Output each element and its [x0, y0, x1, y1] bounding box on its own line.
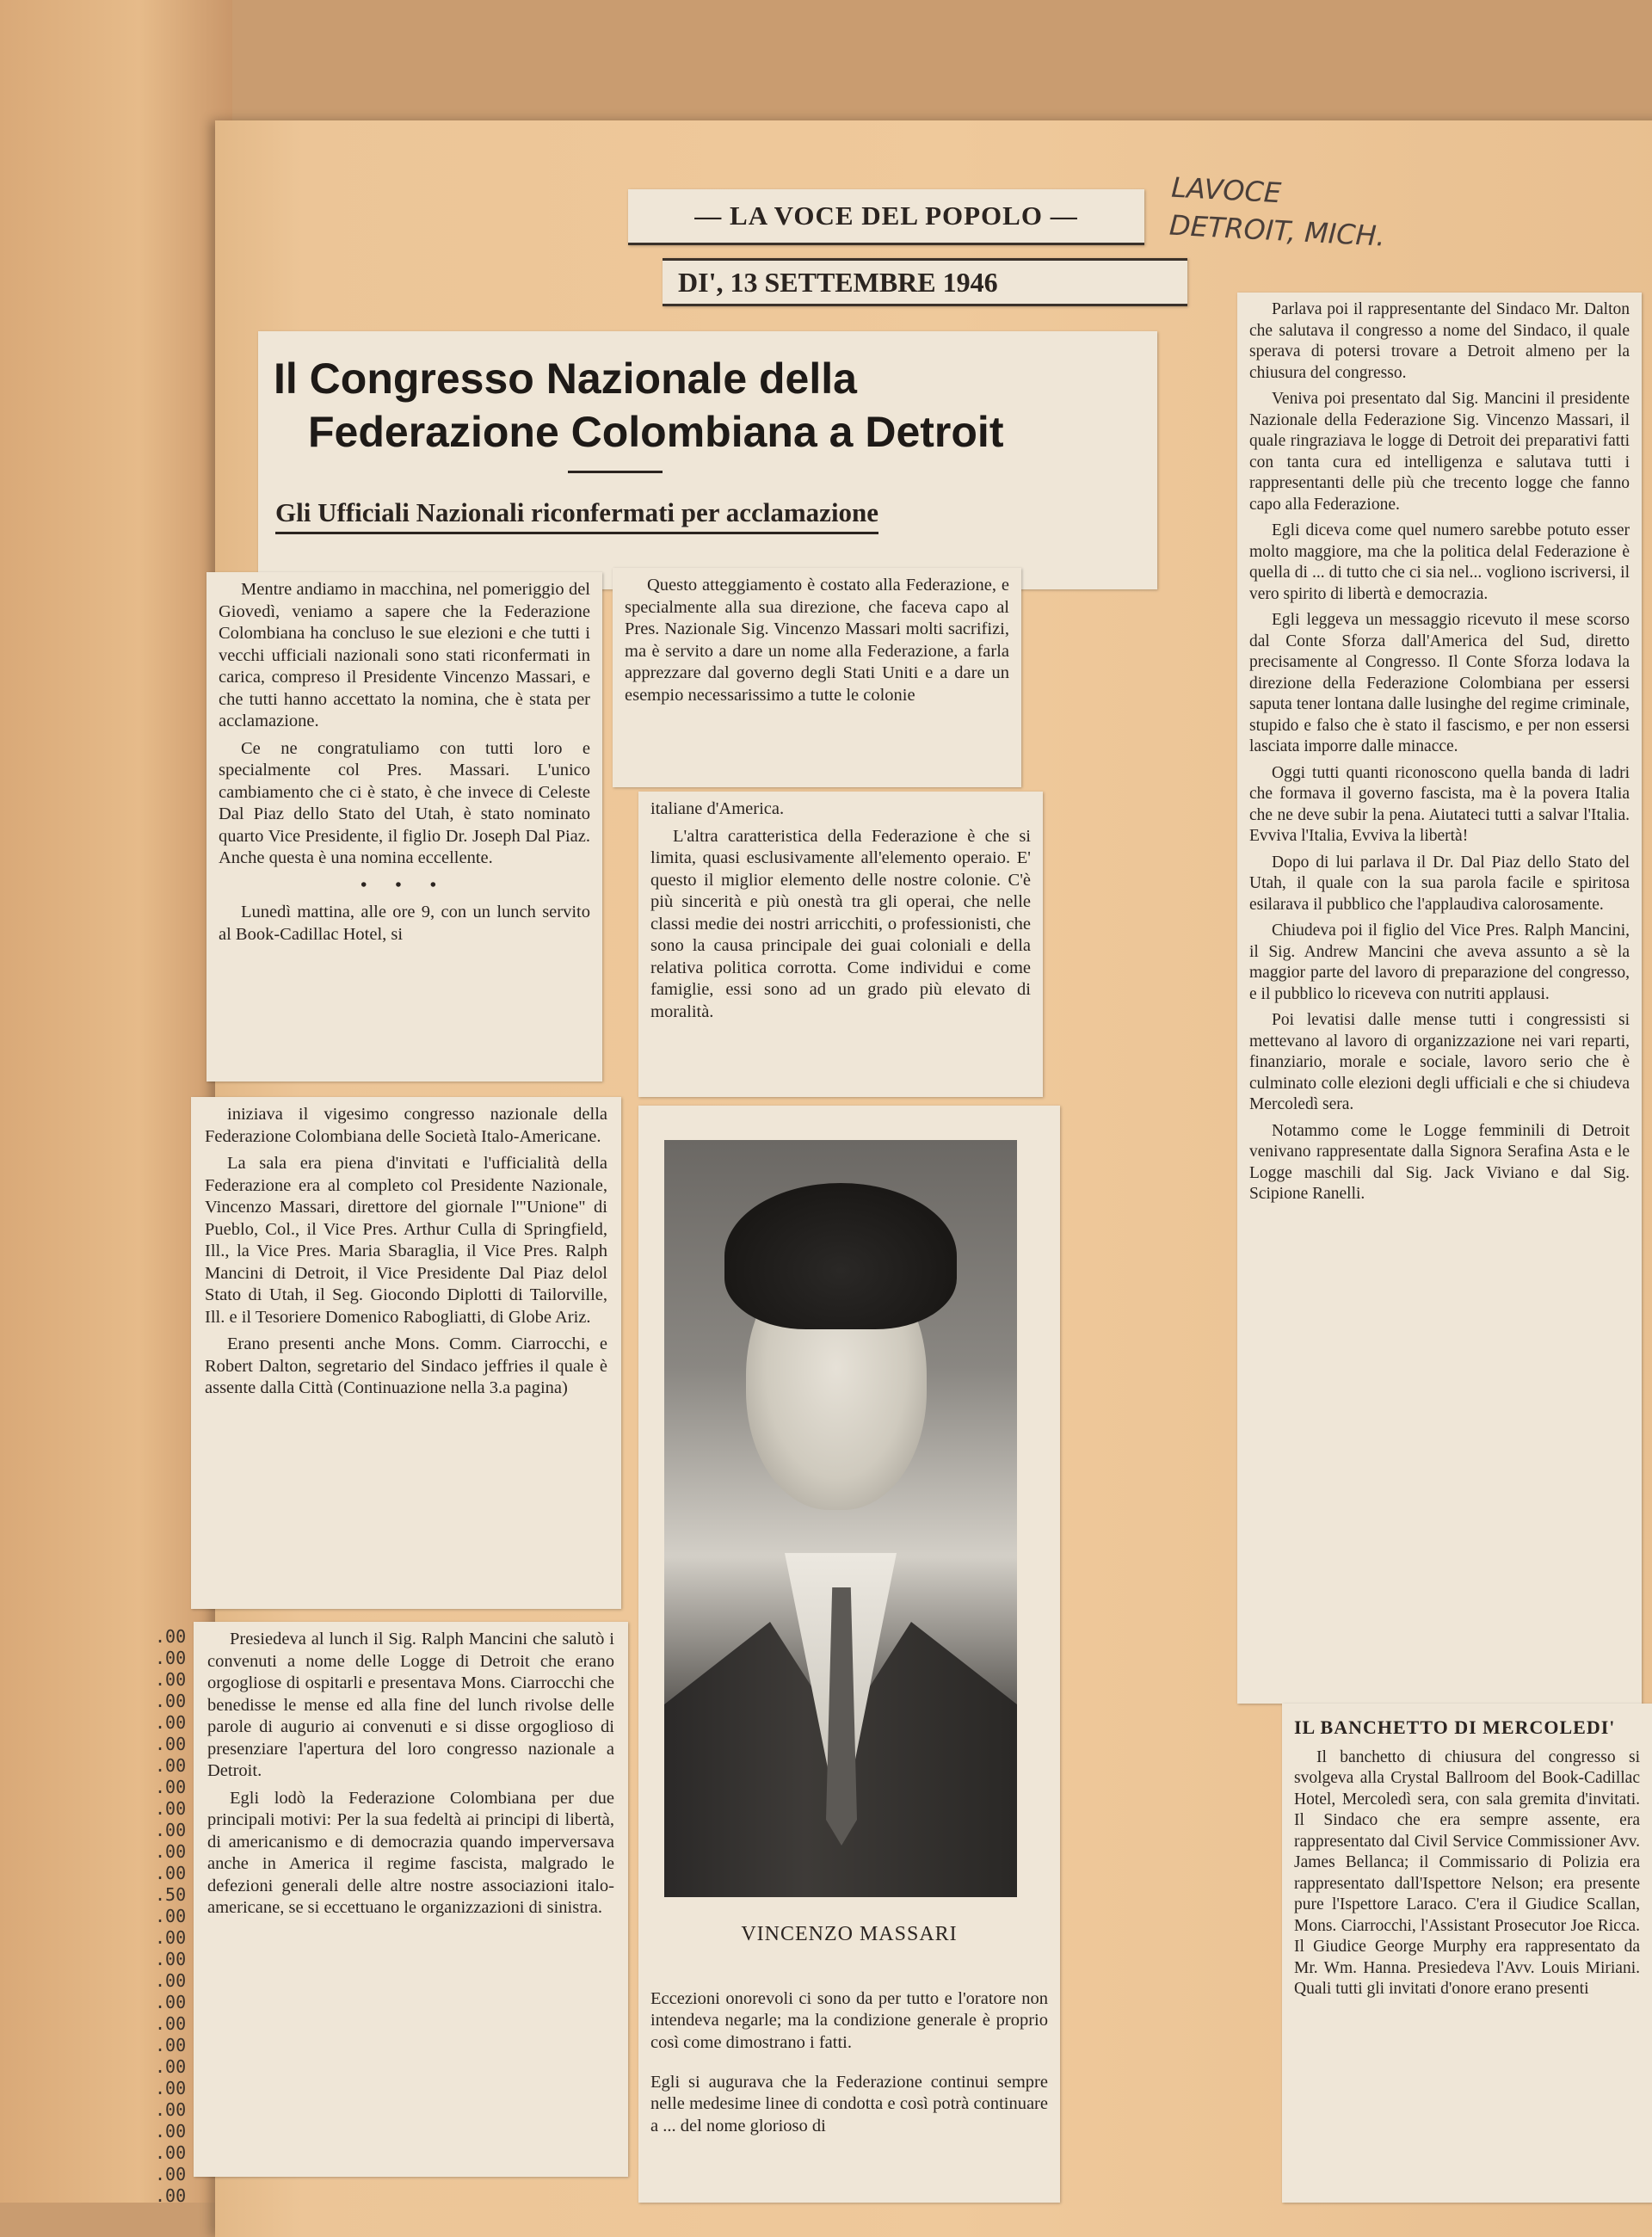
article-col3-bottom	[1282, 1704, 1652, 2203]
portrait-photo	[664, 1140, 1017, 1897]
paragraph: Chiudeva poi il figlio del Vice Pres. Ralph Mancini, il Sig. Andrew Mancini che aveva assunto a sè la maggior parte del lavoro di preparazione del congresso, e il pubblico lo riceveva con nutriti applausi.	[1249, 921, 1630, 1003]
ledger-number: .00	[155, 2035, 187, 2055]
paragraph: Ce ne congratuliamo con tutti loro e specialmente col Pres. Massari. L'unico cambiamento che ci è stato, è che invece di Celeste Dal Piaz dello Stato del Utah, è stato nominato quarto Vice Presidente, il figlio Dr. Joseph Dal Piaz. Anche questa è una nomina eccellente.	[219, 738, 590, 867]
paragraph: Il banchetto di chiusura del congresso si svolgeva alla Crystal Ballroom del Book-Cadillac Hotel, Mercoledì sera, con sala gremita d'invitati. Il Sindaco che era sempre assente, era rappresentato dal Civil Service Commissioner Avv. James Bellanca; il Commissario di Polizia era rappresentato dall'Ispettore Nelson; era presente pure l'Ispettore Laraco. C'era il Giudice Scallan, Mons. Ciarrocchi, l'Assistant Prosecutor Joe Ricca. Il Giudice George Murphy era rappresentato da Mr. Wm. Hanna. Presiedeva l'Avv. Louis Miriani. Quali tutti gli invitati d'onore erano presenti	[1294, 1747, 1640, 1998]
ledger-number: .00	[155, 1777, 187, 1797]
ledger-number: .00	[155, 1691, 187, 1711]
ledger-number: .00	[155, 2056, 187, 2077]
paragraph: Egli leggeva un messaggio ricevuto il mese scorso dal Conte Sforza dall'America del Sud, diretto precisamente al Congresso. Il Conte Sforza lodava la direzione della Federazione Colombiana per essersi saputa tener lontana dalle lusinghe del regime criminale, stupido e falso che è stato il fascismo, e per non essersi lasciata imporre dalle minacce.	[1249, 611, 1630, 755]
paragraph: iniziava il vigesimo congresso nazionale della Federazione Colombiana delle Società Italo-Americane.	[205, 1105, 607, 1146]
ledger-number: .00	[155, 1734, 187, 1754]
headline-subtitle: Gli Ufficiali Nazionali riconfermati per acclamazione	[275, 497, 878, 534]
ledger-number: .50	[155, 1884, 187, 1905]
ledger-number: .00	[155, 2164, 187, 2185]
paragraph: italiane d'America.	[650, 799, 785, 818]
paragraph: Presiedeva al lunch il Sig. Ralph Mancini che salutò i convenuti a nome delle Logge di Detroit che erano orgogliose di ospitarli e presentava Mons. Ciarrocchi che benedisse le mense ed alla fine del lunch rivolse delle parole di augurio ai convenuti e si disse orgoglioso di presenziare l'apertura del loro congresso nazionale a Detroit.	[207, 1630, 614, 1780]
article-col3	[1237, 293, 1642, 1704]
paragraph: Egli lodò la Federazione Colombiana per due principali motivi: Per la sua fedeltà ai principi di libertà, di americanismo e di democrazia quando imperversava anche in America il regime fascista, malgrado le defezioni generali delle altre nostre associazioni italo-americane, se si eccettuano le organizzazioni di sinistra.	[207, 1788, 614, 1917]
ledger-numbers	[155, 1626, 191, 2207]
headline-title	[274, 352, 1157, 459]
headline-clipping	[258, 331, 1157, 589]
ledger-number: .00	[155, 2078, 187, 2098]
headline-line-1: Il Congresso Nazionale della	[274, 354, 857, 403]
ledger-number: .00	[155, 1949, 187, 1969]
photo-caption: VINCENZO MASSARI	[741, 1923, 958, 1945]
paragraph: Dopo di lui parlava il Dr. Dal Piaz dello Stato del Utah, il quale con la sua parola facile e spiritosa esilarava il pubblico che l'applaudiva calorosamente.	[1249, 853, 1630, 914]
article-col1-top	[206, 572, 602, 1082]
portrait-hair	[724, 1183, 957, 1329]
newspaper-masthead: — LA VOCE DEL POPOLO —	[628, 189, 1144, 245]
article-col2-mid	[638, 792, 1043, 1097]
paragraph: Egli diceva come quel numero sarebbe potuto esser molto maggiore, ma che la politica delal Federazione è quella di ... di tutto che ci sia nel... vogliono iscriversi, il vero spirito di libertà e democrazia.	[1249, 521, 1630, 603]
paragraph: Notammo come le Logge femminili di Detroit venivano rappresentate dalla Signora Serafina Asta e le Logge maschili dal Sig. Jack Viviano e dal Sig. Scipione Ranelli.	[1249, 1121, 1630, 1203]
dateline: DI', 13 SETTEMBRE 1946	[663, 258, 1187, 306]
ledger-number: .00	[155, 2142, 187, 2163]
article-col1-mid	[191, 1097, 621, 1609]
ledger-number: .00	[155, 2185, 187, 2206]
headline-rule	[568, 471, 663, 473]
paragraph: Questo atteggiamento è costato alla Federazione, e specialmente alla sua direzione, che faceva capo al Pres. Nazionale Sig. Vincenzo Massari molti sacrifizi, ma è servito a dare un nome alla Federazione, a farla apprezzare dal governo degli Stati Uniti e a dare un esempio necessarissimo a tutte le colonie	[625, 576, 1009, 705]
ledger-number: .00	[155, 1820, 187, 1840]
handwritten-line: DETROIT, MICH.	[1168, 208, 1386, 253]
ledger-number: .00	[155, 2013, 187, 2034]
ledger-number: .00	[155, 2099, 187, 2120]
paragraph: La sala era piena d'invitati e l'ufficialità della Federazione era al completo col Presidente Nazionale, Vincenzo Massari, direttore del giornale l'"Unione" di Pueblo, Col., il Vice Pres. Arthur Culla di Springfield, Ill., la Vice Pres. Maria Sbaraglia, il Vice Pres. Ralph Mancini di Detroit, il Vice Presidente Dal Piaz delol Stato di Utah, il Seg. Giocondo Diplotti di Tailorville, Ill. e il Tesoriere Domenico Rabogliatti, di Globe Ariz.	[205, 1154, 607, 1327]
section-heading: IL BANCHETTO DI MERCOLEDI'	[1294, 1716, 1616, 1738]
ledger-number: .00	[155, 1927, 187, 1948]
ledger-number: .00	[155, 1648, 187, 1668]
paragraph: Veniva poi presentato dal Sig. Mancini il presidente Nazionale della Federazione Sig. Vincenzo Massari, il quale ringraziava le logge di Detroit dei preparativi fatti con tanta cura ed intelligenza e salutava tutti i rappresentanti delle più che trecento logge che fanno capo alla Federazione.	[1249, 390, 1630, 514]
ledger-number: .00	[155, 1669, 187, 1690]
paragraph: Oggi tutti quanti riconoscono quella banda di ladri che formava il governo fascista, ma è la povera Italia che ne deve subir la pena. Aiutateci tutti a salvar l'Italia. Evviva l'Italia, Evviva la libertà!	[1249, 763, 1630, 845]
ledger-number: .00	[155, 1906, 187, 1926]
paragraph: Parlava poi il rappresentante del Sindaco Mr. Dalton che salutava il congresso a nome del Sindaco, il quale sperava di potersi trovare a Detroit almeno per la chiusura del congresso.	[1249, 300, 1630, 382]
article-col1-bottom	[194, 1622, 628, 2177]
ledger-number: .00	[155, 1841, 187, 1862]
headline-line-2: Federazione Colombiana a Detroit	[308, 408, 1004, 456]
ledger-number: .00	[155, 1798, 187, 1819]
ledger-number: .00	[155, 1755, 187, 1776]
ledger-number: .00	[155, 2121, 187, 2141]
handwritten-line: LAVOCE	[1170, 170, 1282, 210]
separator-stars: • • •	[361, 875, 448, 895]
paragraph: Eccezioni onorevoli ci sono da per tutto e l'oratore non intendeva negarle; ma la condizione generale è proprio così come dimostrano i fatti.	[650, 1988, 1048, 2052]
handwritten-note	[1168, 169, 1482, 261]
paragraph: Mentre andiamo in macchina, nel pomeriggio del Giovedì, veniamo a sapere che la Federazione Colombiana ha concluso le sue elezioni e che tutti i vecchi ufficiali nazionali sono stati riconfermati in carica, compreso il Presidente Vincenzo Massari, e che tutti hanno accettato la nomina, che è stata per acclamazione.	[219, 580, 590, 730]
paragraph: Poi levatisi dalle mense tutti i congressisti si mettevano al lavoro di organizzazione nei vari reparti, finanziario, morale e sociale, lavoro serio che è culminato colle elezioni degli ufficiali e che si chiudeva Mercoledì sera.	[1249, 1011, 1630, 1113]
paragraph: Egli si augurava che la Federazione continui sempre nelle medesime linee di condotta e così potrà continuare a ... del nome glorioso di	[650, 2072, 1048, 2135]
ledger-number: .00	[155, 1626, 187, 1647]
ledger-number: .00	[155, 1863, 187, 1883]
paragraph: Lunedì mattina, alle ore 9, con un lunch servito al Book-Cadillac Hotel, si	[219, 903, 590, 944]
paragraph: L'altra caratteristica della Federazione è che si limita, quasi esclusivamente all'elemento operaio. E' questo il miglior elemento delle nostre colonie. C'è più sincerità e più onestà tra gli operai, che nelle classi medie dei nostri arricchiti, o professionisti, che sono la causa principale dei guai coloniali e della relativa politica corrotta. Come individui e come famiglie, essi sono ad un grado più elevato di moralità.	[650, 826, 1031, 1021]
article-col2-bottom	[638, 1970, 1060, 2155]
ledger-number: .00	[155, 1970, 187, 1991]
paragraph: Erano presenti anche Mons. Comm. Ciarrocchi, e Robert Dalton, segretario del Sindaco jeffries il quale è assente dalla Città (Continuazione nella 3.a pagina)	[205, 1334, 607, 1397]
ledger-number: .00	[155, 1992, 187, 2012]
article-col2-top	[613, 568, 1021, 787]
ledger-number: .00	[155, 1712, 187, 1733]
portrait-clipping	[638, 1106, 1060, 2203]
